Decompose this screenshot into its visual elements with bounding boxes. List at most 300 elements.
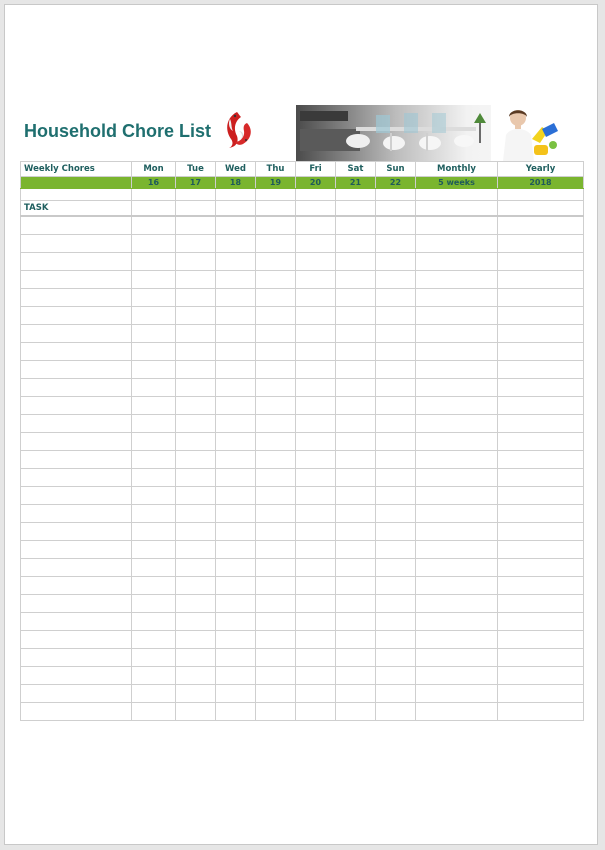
chore-cell-fri[interactable] [296,397,336,415]
chore-cell-mon[interactable] [132,271,176,289]
chore-cell-sat[interactable] [336,613,376,631]
chore-cell-mon[interactable] [132,379,176,397]
chore-cell-sat[interactable] [336,487,376,505]
chore-cell-fri[interactable] [296,505,336,523]
chore-cell-sun[interactable] [376,469,416,487]
chore-cell-fri[interactable] [296,577,336,595]
chore-cell-wed[interactable] [216,613,256,631]
chore-cell-sun[interactable] [376,415,416,433]
chore-cell-sat[interactable] [336,216,376,235]
chore-cell-fri[interactable] [296,343,336,361]
chore-cell-sat[interactable] [336,631,376,649]
chore-cell-yearly[interactable] [498,469,584,487]
chore-cell-wed[interactable] [216,325,256,343]
chore-cell-monthly[interactable] [416,307,498,325]
chore-cell-yearly[interactable] [498,307,584,325]
chore-cell-monthly[interactable] [416,325,498,343]
chore-cell-yearly[interactable] [498,451,584,469]
chore-cell-monthly[interactable] [416,523,498,541]
chore-cell-sun[interactable] [376,577,416,595]
chore-cell-mon[interactable] [132,289,176,307]
chore-cell-monthly[interactable] [416,631,498,649]
chore-cell-yearly[interactable] [498,595,584,613]
chore-cell-weekly-chores[interactable] [21,379,132,397]
chore-cell-tue[interactable] [176,361,216,379]
table-row [21,361,584,379]
chore-cell-tue[interactable] [176,595,216,613]
chore-cell-weekly-chores[interactable] [21,487,132,505]
chore-cell-weekly-chores[interactable] [21,325,132,343]
chore-cell-wed[interactable] [216,307,256,325]
chore-cell-tue[interactable] [176,325,216,343]
chore-cell-yearly[interactable] [498,703,584,721]
chore-cell-wed[interactable] [216,505,256,523]
chore-cell-monthly[interactable] [416,667,498,685]
chore-cell-mon[interactable] [132,397,176,415]
chore-cell-sat[interactable] [336,505,376,523]
chore-cell-monthly[interactable] [416,379,498,397]
chore-cell-thu[interactable] [256,325,296,343]
chore-cell-weekly-chores[interactable] [21,253,132,271]
table-row [21,433,584,451]
task-cell [416,201,498,217]
chore-cell-monthly[interactable] [416,685,498,703]
chore-cell-yearly[interactable] [498,577,584,595]
chore-cell-wed[interactable] [216,253,256,271]
chore-cell-sat[interactable] [336,433,376,451]
chore-cell-sun[interactable] [376,703,416,721]
chore-cell-mon[interactable] [132,541,176,559]
chore-cell-mon[interactable] [132,559,176,577]
table-row [21,325,584,343]
chore-cell-fri[interactable] [296,469,336,487]
chore-cell-weekly-chores[interactable] [21,649,132,667]
chore-cell-fri[interactable] [296,289,336,307]
chore-cell-wed[interactable] [216,451,256,469]
chore-cell-sat[interactable] [336,469,376,487]
chore-cell-sat[interactable] [336,415,376,433]
chore-cell-fri[interactable] [296,271,336,289]
chore-cell-tue[interactable] [176,541,216,559]
table-row [21,343,584,361]
chore-cell-thu[interactable] [256,523,296,541]
chore-cell-fri[interactable] [296,253,336,271]
chore-cell-yearly[interactable] [498,289,584,307]
chore-cell-wed[interactable] [216,667,256,685]
chore-cell-tue[interactable] [176,523,216,541]
chore-cell-yearly[interactable] [498,379,584,397]
chore-cell-mon[interactable] [132,343,176,361]
chore-cell-fri[interactable] [296,559,336,577]
chore-cell-monthly[interactable] [416,541,498,559]
chore-cell-monthly[interactable] [416,487,498,505]
chore-cell-mon[interactable] [132,577,176,595]
chore-cell-sat[interactable] [336,235,376,253]
chore-cell-weekly-chores[interactable] [21,595,132,613]
chore-cell-thu[interactable] [256,397,296,415]
chore-cell-sat[interactable] [336,577,376,595]
chore-cell-sun[interactable] [376,559,416,577]
date-row [21,177,584,189]
chore-cell-thu[interactable] [256,307,296,325]
chore-cell-fri[interactable] [296,415,336,433]
chore-cell-wed[interactable] [216,649,256,667]
chore-cell-thu[interactable] [256,703,296,721]
chore-cell-yearly[interactable] [498,649,584,667]
chore-cell-monthly[interactable] [416,289,498,307]
table-row [21,451,584,469]
chore-cell-thu[interactable] [256,595,296,613]
chore-cell-mon[interactable] [132,451,176,469]
chore-cell-sat[interactable] [336,703,376,721]
chore-cell-wed[interactable] [216,235,256,253]
header-tue: Tue [176,162,216,177]
chore-cell-fri[interactable] [296,649,336,667]
chore-cell-mon[interactable] [132,415,176,433]
chore-cell-thu[interactable] [256,559,296,577]
chore-cell-weekly-chores[interactable] [21,559,132,577]
chore-cell-fri[interactable] [296,379,336,397]
chore-cell-thu[interactable] [256,469,296,487]
chore-cell-sun[interactable] [376,595,416,613]
chore-cell-tue[interactable] [176,469,216,487]
chore-cell-monthly[interactable] [416,649,498,667]
chore-cell-weekly-chores[interactable] [21,343,132,361]
chore-cell-tue[interactable] [176,415,216,433]
chore-cell-thu[interactable] [256,649,296,667]
chore-cell-tue[interactable] [176,613,216,631]
chore-cell-fri[interactable] [296,703,336,721]
chore-cell-wed[interactable] [216,703,256,721]
chore-cell-fri[interactable] [296,541,336,559]
chore-cell-weekly-chores[interactable] [21,523,132,541]
chore-cell-weekly-chores[interactable] [21,415,132,433]
task-cell [132,201,176,217]
chore-cell-tue[interactable] [176,433,216,451]
chore-cell-yearly[interactable] [498,271,584,289]
chore-cell-yearly[interactable] [498,397,584,415]
chore-cell-thu[interactable] [256,667,296,685]
chore-cell-yearly[interactable] [498,216,584,235]
chore-cell-mon[interactable] [132,505,176,523]
chore-cell-fri[interactable] [296,433,336,451]
table-row [21,397,584,415]
chore-cell-yearly[interactable] [498,361,584,379]
chore-cell-sat[interactable] [336,397,376,415]
chore-cell-yearly[interactable] [498,325,584,343]
chore-cell-sat[interactable] [336,559,376,577]
chore-cell-mon[interactable] [132,685,176,703]
chore-cell-weekly-chores[interactable] [21,235,132,253]
chore-cell-monthly[interactable] [416,271,498,289]
chore-cell-mon[interactable] [132,667,176,685]
chore-cell-monthly[interactable] [416,703,498,721]
chore-cell-mon[interactable] [132,523,176,541]
chore-cell-wed[interactable] [216,343,256,361]
chore-cell-sun[interactable] [376,397,416,415]
chore-cell-sat[interactable] [336,361,376,379]
chore-cell-monthly[interactable] [416,505,498,523]
chore-cell-wed[interactable] [216,433,256,451]
chore-cell-wed[interactable] [216,271,256,289]
chore-cell-tue[interactable] [176,451,216,469]
chore-cell-wed[interactable] [216,289,256,307]
chore-cell-wed[interactable] [216,361,256,379]
chore-cell-sat[interactable] [336,379,376,397]
chore-cell-weekly-chores[interactable] [21,289,132,307]
chore-cell-fri[interactable] [296,307,336,325]
chore-cell-sat[interactable] [336,271,376,289]
chore-cell-tue[interactable] [176,685,216,703]
chore-cell-weekly-chores[interactable] [21,703,132,721]
chore-cell-tue[interactable] [176,289,216,307]
chore-cell-mon[interactable] [132,703,176,721]
chore-cell-sun[interactable] [376,379,416,397]
chore-cell-thu[interactable] [256,271,296,289]
chore-cell-monthly[interactable] [416,451,498,469]
chore-cell-weekly-chores[interactable] [21,577,132,595]
chore-cell-mon[interactable] [132,307,176,325]
chore-cell-sun[interactable] [376,649,416,667]
chore-cell-yearly[interactable] [498,487,584,505]
chore-cell-thu[interactable] [256,289,296,307]
chore-cell-sun[interactable] [376,253,416,271]
chore-cell-yearly[interactable] [498,541,584,559]
chore-cell-tue[interactable] [176,667,216,685]
chore-cell-mon[interactable] [132,433,176,451]
chore-cell-weekly-chores[interactable] [21,397,132,415]
chore-cell-weekly-chores[interactable] [21,613,132,631]
date-tue: 17 [176,177,216,189]
table-row [21,271,584,289]
chore-cell-wed[interactable] [216,216,256,235]
chore-cell-sun[interactable] [376,523,416,541]
chore-cell-monthly[interactable] [416,613,498,631]
chore-cell-sun[interactable] [376,343,416,361]
chore-cell-wed[interactable] [216,379,256,397]
chore-cell-tue[interactable] [176,216,216,235]
chore-cell-sat[interactable] [336,451,376,469]
chore-cell-mon[interactable] [132,216,176,235]
chore-cell-thu[interactable] [256,451,296,469]
chore-cell-fri[interactable] [296,451,336,469]
chore-cell-mon[interactable] [132,361,176,379]
chore-cell-yearly[interactable] [498,685,584,703]
chore-cell-yearly[interactable] [498,505,584,523]
chore-cell-tue[interactable] [176,505,216,523]
chore-cell-wed[interactable] [216,541,256,559]
chore-cell-thu[interactable] [256,685,296,703]
chore-cell-sun[interactable] [376,451,416,469]
chore-cell-weekly-chores[interactable] [21,469,132,487]
chore-cell-tue[interactable] [176,253,216,271]
date-wed: 18 [216,177,256,189]
chore-cell-monthly[interactable] [416,415,498,433]
chore-cell-tue[interactable] [176,397,216,415]
chore-cell-mon[interactable] [132,649,176,667]
chore-cell-sat[interactable] [336,595,376,613]
chore-cell-tue[interactable] [176,577,216,595]
chore-cell-sun[interactable] [376,541,416,559]
chore-cell-tue[interactable] [176,307,216,325]
chore-cell-yearly[interactable] [498,559,584,577]
chore-cell-fri[interactable] [296,631,336,649]
chore-cell-tue[interactable] [176,559,216,577]
chore-cell-sat[interactable] [336,289,376,307]
chore-cell-thu[interactable] [256,613,296,631]
chore-cell-wed[interactable] [216,631,256,649]
chore-cell-sun[interactable] [376,289,416,307]
chore-cell-thu[interactable] [256,379,296,397]
chore-cell-sun[interactable] [376,505,416,523]
header-fri: Fri [296,162,336,177]
chore-cell-monthly[interactable] [416,235,498,253]
chore-cell-thu[interactable] [256,415,296,433]
chore-cell-yearly[interactable] [498,613,584,631]
chore-cell-tue[interactable] [176,631,216,649]
chore-cell-sat[interactable] [336,649,376,667]
chore-cell-sat[interactable] [336,343,376,361]
chore-cell-monthly[interactable] [416,577,498,595]
chore-cell-mon[interactable] [132,469,176,487]
chore-cell-tue[interactable] [176,703,216,721]
chore-cell-thu[interactable] [256,361,296,379]
chore-cell-sun[interactable] [376,216,416,235]
chore-table [20,161,584,721]
page-title: Household Chore List [24,121,212,141]
chore-cell-sat[interactable] [336,685,376,703]
chore-cell-monthly[interactable] [416,253,498,271]
chore-cell-thu[interactable] [256,343,296,361]
chore-cell-thu[interactable] [256,487,296,505]
table-row [21,469,584,487]
chore-cell-sat[interactable] [336,325,376,343]
chore-cell-sun[interactable] [376,631,416,649]
chore-cell-weekly-chores[interactable] [21,685,132,703]
chore-cell-thu[interactable] [256,631,296,649]
chore-cell-yearly[interactable] [498,343,584,361]
chore-cell-sun[interactable] [376,361,416,379]
chore-cell-sat[interactable] [336,523,376,541]
chore-cell-monthly[interactable] [416,469,498,487]
chore-cell-fri[interactable] [296,685,336,703]
chore-cell-yearly[interactable] [498,631,584,649]
chore-cell-sat[interactable] [336,541,376,559]
chore-cell-yearly[interactable] [498,235,584,253]
chore-cell-monthly[interactable] [416,433,498,451]
chore-cell-sun[interactable] [376,685,416,703]
chore-cell-monthly[interactable] [416,397,498,415]
chore-cell-thu[interactable] [256,216,296,235]
chore-cell-wed[interactable] [216,415,256,433]
chore-cell-sun[interactable] [376,487,416,505]
chore-cell-tue[interactable] [176,343,216,361]
chore-cell-weekly-chores[interactable] [21,271,132,289]
header-weekly-chores: Weekly Chores [21,162,132,177]
chore-cell-sun[interactable] [376,271,416,289]
chore-cell-mon[interactable] [132,253,176,271]
chore-cell-thu[interactable] [256,433,296,451]
task-cell [216,201,256,217]
chore-cell-fri[interactable] [296,325,336,343]
chore-cell-wed[interactable] [216,487,256,505]
chore-cell-sun[interactable] [376,613,416,631]
chore-cell-yearly[interactable] [498,433,584,451]
chore-cell-weekly-chores[interactable] [21,451,132,469]
chore-cell-mon[interactable] [132,325,176,343]
chore-cell-mon[interactable] [132,487,176,505]
chore-cell-tue[interactable] [176,379,216,397]
chore-cell-wed[interactable] [216,577,256,595]
chore-cell-weekly-chores[interactable] [21,505,132,523]
chore-cell-monthly[interactable] [416,559,498,577]
chore-cell-yearly[interactable] [498,415,584,433]
chore-cell-monthly[interactable] [416,343,498,361]
chore-cell-monthly[interactable] [416,595,498,613]
chore-cell-weekly-chores[interactable] [21,667,132,685]
chore-cell-yearly[interactable] [498,523,584,541]
chore-cell-wed[interactable] [216,523,256,541]
chore-cell-sun[interactable] [376,433,416,451]
chore-cell-wed[interactable] [216,469,256,487]
chore-cell-tue[interactable] [176,271,216,289]
date-fri: 20 [296,177,336,189]
chore-cell-sun[interactable] [376,667,416,685]
chore-cell-fri[interactable] [296,613,336,631]
chore-cell-weekly-chores[interactable] [21,433,132,451]
chore-cell-wed[interactable] [216,595,256,613]
chore-cell-weekly-chores[interactable] [21,541,132,559]
chore-cell-fri[interactable] [296,216,336,235]
chore-cell-thu[interactable] [256,505,296,523]
chore-cell-weekly-chores[interactable] [21,631,132,649]
chore-cell-sat[interactable] [336,667,376,685]
chore-cell-mon[interactable] [132,235,176,253]
chore-cell-mon[interactable] [132,613,176,631]
chore-cell-wed[interactable] [216,685,256,703]
chore-cell-wed[interactable] [216,559,256,577]
chore-cell-fri[interactable] [296,361,336,379]
chore-cell-sun[interactable] [376,325,416,343]
chore-cell-sat[interactable] [336,307,376,325]
chore-cell-sun[interactable] [376,235,416,253]
chore-cell-fri[interactable] [296,595,336,613]
chore-cell-tue[interactable] [176,487,216,505]
chore-cell-tue[interactable] [176,235,216,253]
chore-cell-wed[interactable] [216,397,256,415]
chore-cell-fri[interactable] [296,235,336,253]
chore-cell-thu[interactable] [256,253,296,271]
chore-cell-monthly[interactable] [416,361,498,379]
chore-cell-fri[interactable] [296,523,336,541]
chore-cell-weekly-chores[interactable] [21,216,132,235]
chore-cell-tue[interactable] [176,649,216,667]
chore-cell-mon[interactable] [132,631,176,649]
chore-cell-yearly[interactable] [498,253,584,271]
chore-cell-fri[interactable] [296,667,336,685]
chore-cell-yearly[interactable] [498,667,584,685]
chore-cell-monthly[interactable] [416,216,498,235]
chore-cell-sat[interactable] [336,253,376,271]
chore-cell-thu[interactable] [256,541,296,559]
chore-cell-mon[interactable] [132,595,176,613]
chore-cell-fri[interactable] [296,487,336,505]
chore-cell-weekly-chores[interactable] [21,361,132,379]
chore-cell-thu[interactable] [256,577,296,595]
chore-cell-weekly-chores[interactable] [21,307,132,325]
chore-cell-thu[interactable] [256,235,296,253]
chore-cell-sun[interactable] [376,307,416,325]
